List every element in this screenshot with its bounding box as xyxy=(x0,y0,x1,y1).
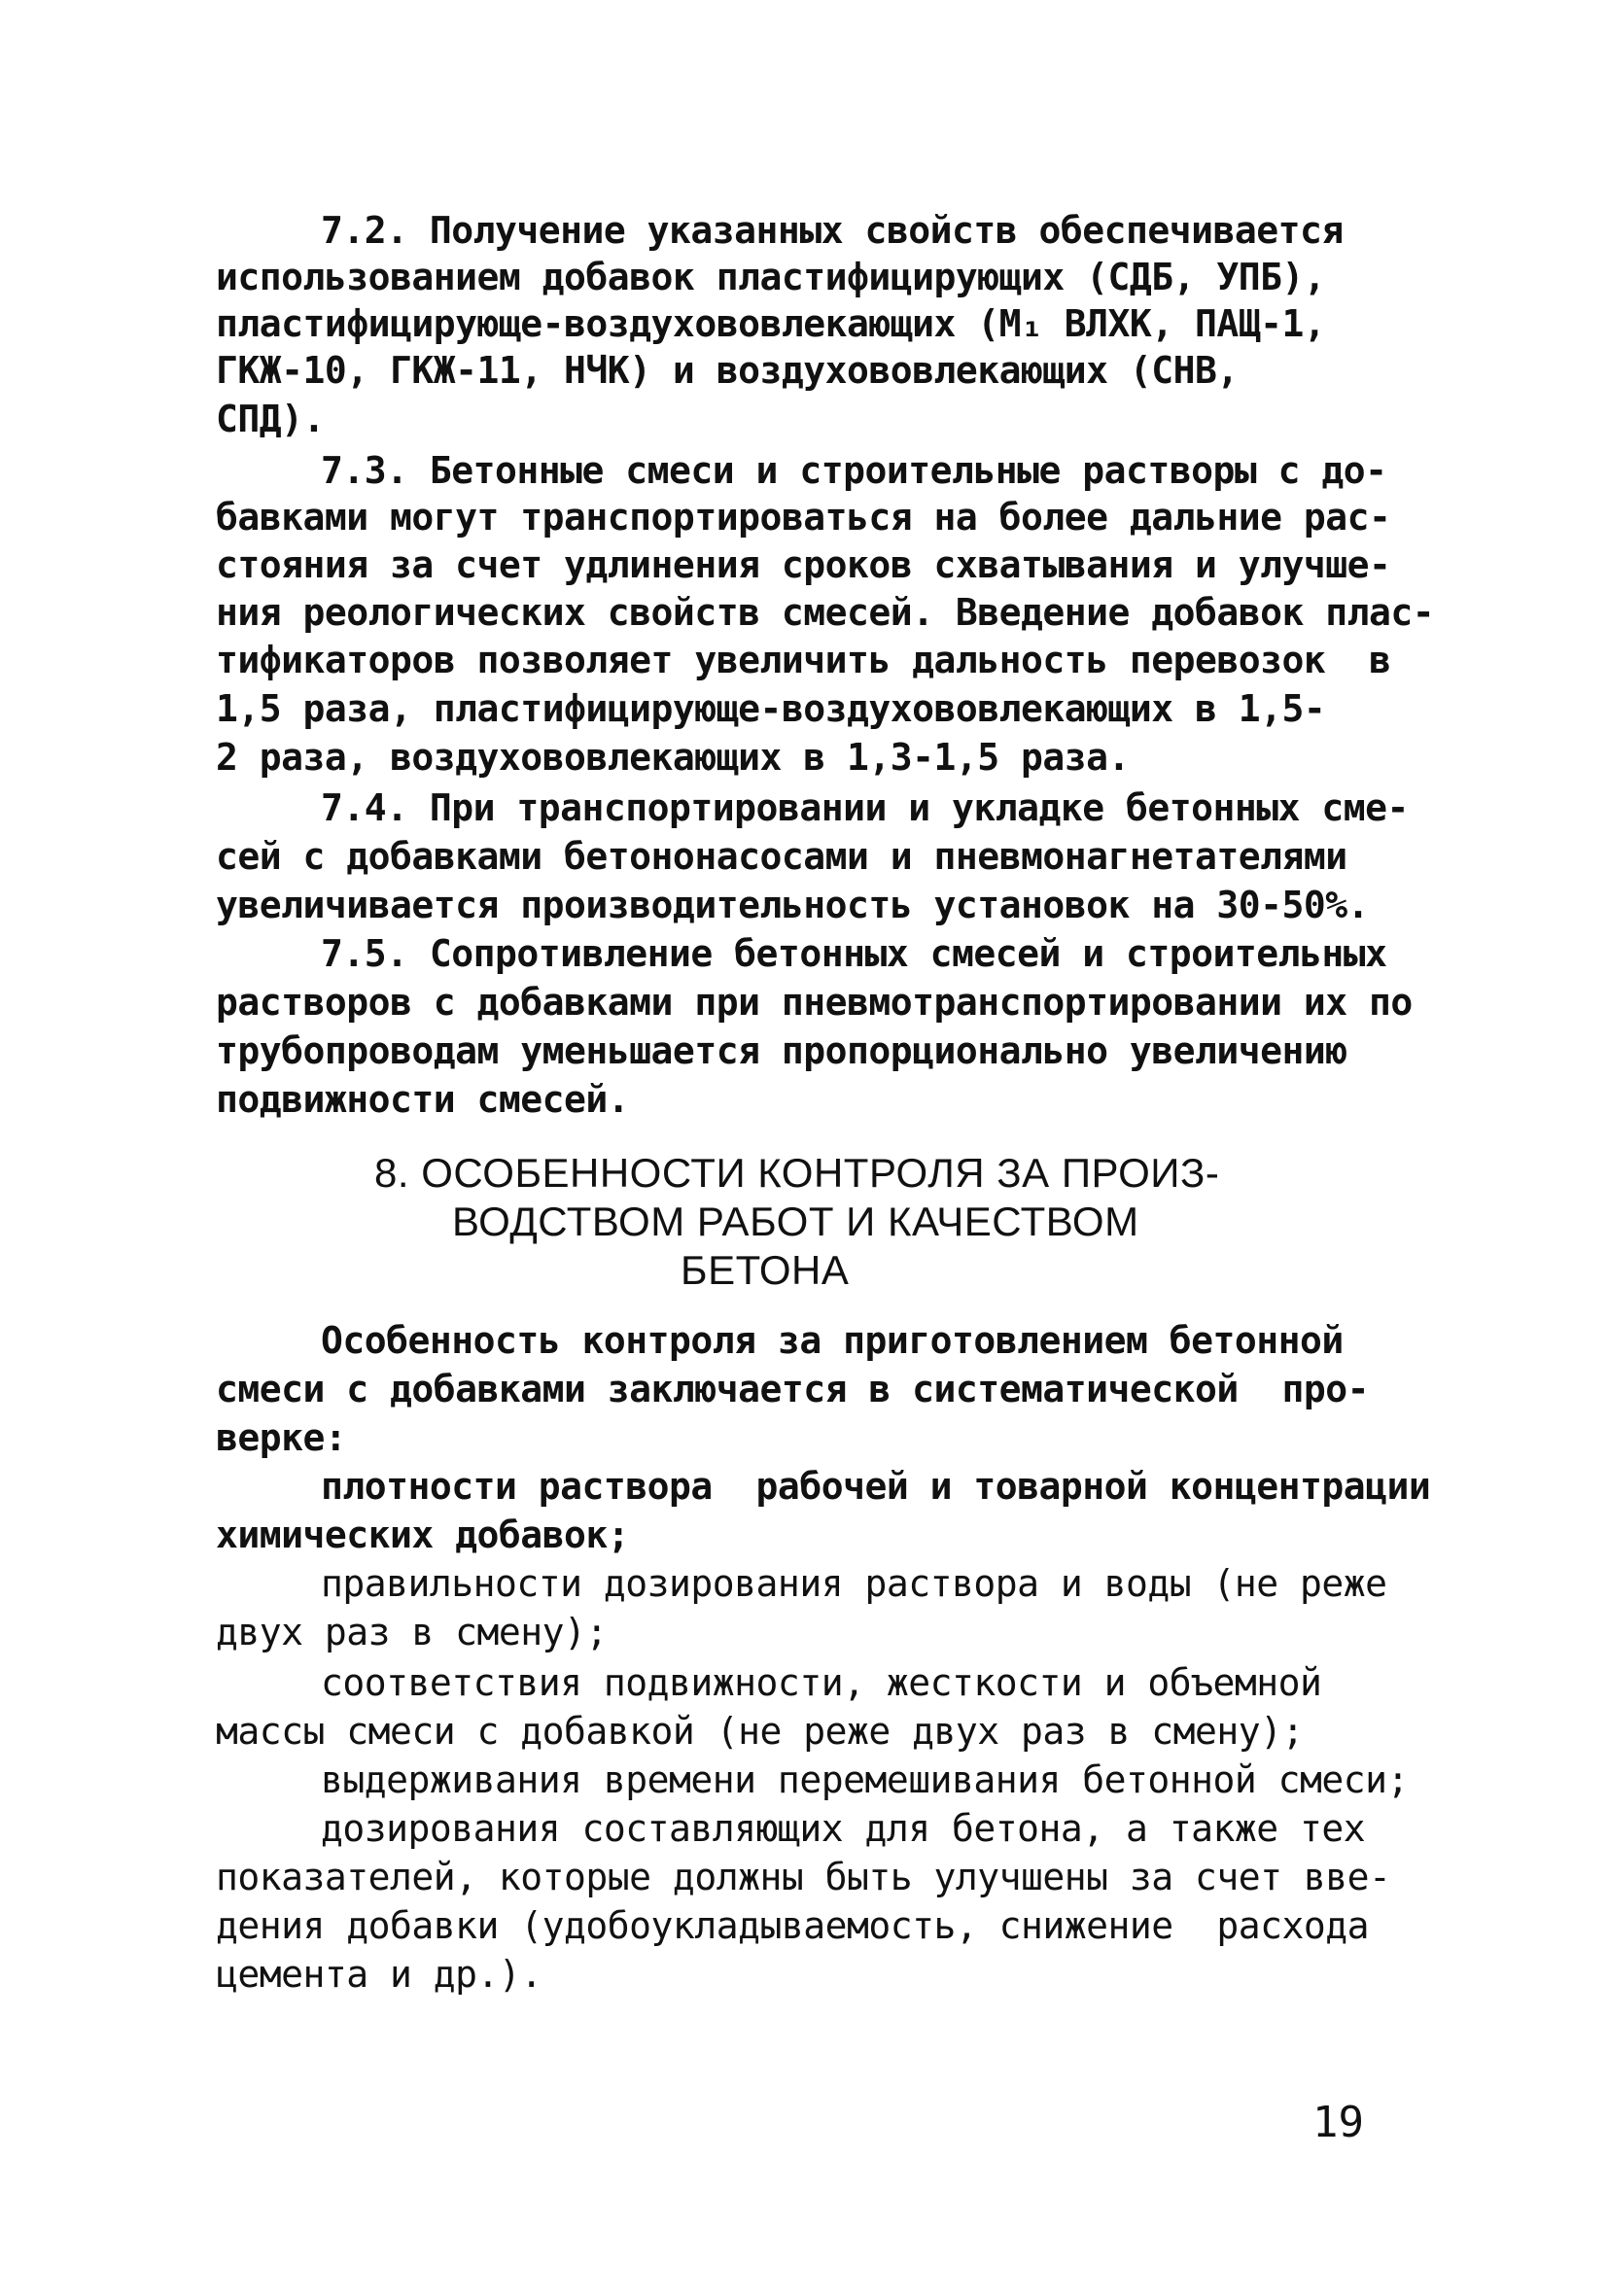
text-line: тификаторов позволяет увеличить дальность перевозок в xyxy=(216,639,1391,681)
text-line: сей с добавками бетононасосами и пневмонагнетателями xyxy=(216,835,1347,878)
text-line: увеличивается производительность установок на 30-50%. xyxy=(216,884,1370,926)
text-line: 7.2. Получение указанных свойств обеспечивается xyxy=(321,209,1344,252)
heading-line: БЕТОНА xyxy=(681,1247,850,1293)
list-item: цемента и др.). xyxy=(216,1953,542,1996)
text-line: ния реологических свойств смесей. Введение добавок плас- xyxy=(216,591,1435,634)
text-line: использованием добавок пластифицирующих (СДБ, УПБ), xyxy=(216,256,1326,298)
text-line: 7.3. Бетонные смеси и строительные растворы с до- xyxy=(321,449,1387,492)
list-item: дозирования составляющих для бетона, а также тех xyxy=(321,1807,1366,1850)
text-line: растворов с добавками при пневмотранспортировании их по xyxy=(216,981,1413,1024)
list-item: показателей, которые должны быть улучшены за счет вве- xyxy=(216,1856,1391,1898)
list-item: соответствия подвижности, жесткости и объемной xyxy=(321,1661,1322,1704)
heading-line: 8. ОСОБЕННОСТИ КОНТРОЛЯ ЗА ПРОИЗ- xyxy=(374,1150,1220,1196)
page-number: 19 xyxy=(1312,2098,1364,2147)
list-item: химических добавок; xyxy=(216,1513,630,1556)
text-line: 7.4. При транспортировании и укладке бетонных сме- xyxy=(321,786,1409,829)
text-line: СПД). xyxy=(216,398,325,440)
text-line: Особенность контроля за приготовлением бетонной xyxy=(321,1319,1344,1362)
text-line: верке: xyxy=(216,1416,347,1459)
text-line: подвижности смесей. xyxy=(216,1078,630,1121)
text-line: 1,5 раза, пластифицирующе-воздухововлекающих в 1,5- xyxy=(216,687,1326,730)
text-line: стояния за счет удлинения сроков схватывания и улучше- xyxy=(216,543,1391,586)
list-item: плотности раствора рабочей и товарной концентрации xyxy=(321,1465,1431,1508)
heading-line: ВОДСТВОМ РАБОТ И КАЧЕСТВОМ xyxy=(452,1199,1139,1244)
text-line: 2 раза, воздухововлекающих в 1,3-1,5 раза. xyxy=(216,736,1130,779)
text-line: смеси с добавками заключается в систематической про- xyxy=(216,1368,1370,1410)
list-item: правильности дозирования раствора и воды (не реже xyxy=(321,1562,1387,1605)
list-item: дения добавки (удобоукладываемость, снижение расхода xyxy=(216,1904,1370,1947)
text-line: ГКЖ-10, ГКЖ-11, НЧК) и воздухововлекающих (СНВ, xyxy=(216,349,1239,392)
list-item: массы смеси с добавкой (не реже двух раз в смену); xyxy=(216,1710,1304,1753)
text-line: 7.5. Сопротивление бетонных смесей и строительных xyxy=(321,932,1387,975)
text-line: трубопроводам уменьшается пропорционально увеличению xyxy=(216,1029,1347,1072)
text-line: пластифицирующе-воздухововлекающих (М₁ ВЛХК, ПАЩ-1, xyxy=(216,302,1326,345)
text-line: бавками могут транспортироваться на более дальние рас- xyxy=(216,496,1391,539)
list-item: выдерживания времени перемешивания бетонной смеси; xyxy=(321,1758,1409,1801)
list-item: двух раз в смену); xyxy=(216,1611,608,1653)
